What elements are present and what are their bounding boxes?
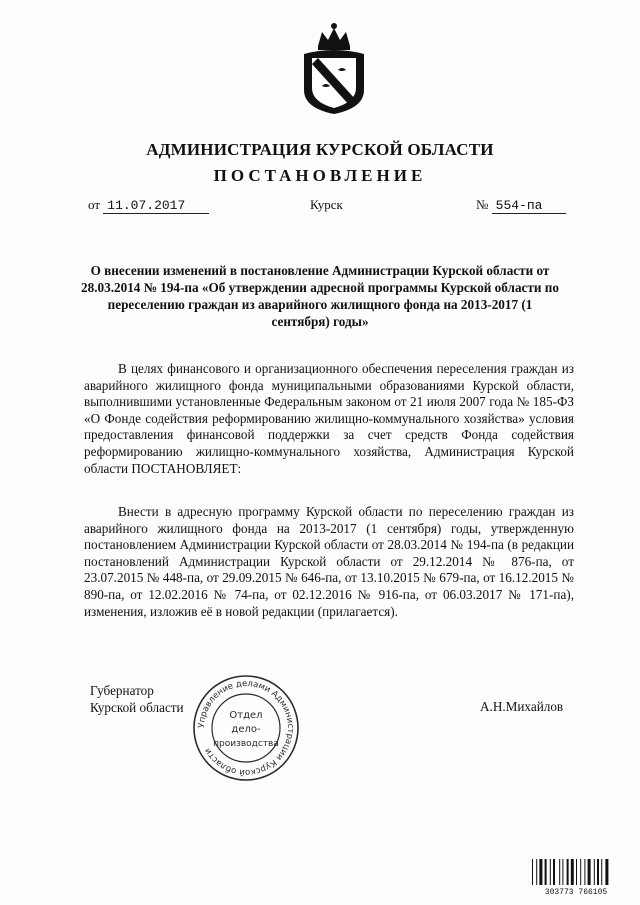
document-date [88,197,209,213]
number-value: 554-па [492,198,567,214]
document-subject: О внесении изменений в постановление Администрации Курской области от 28.03.2014 № 194-па «Об утверждении адресной программы Курской области по переселению граждан из аварийного жилищного фонда на 2013-2017 (1 сентября) годы» [81,263,559,329]
coat-of-arms-icon [298,20,370,116]
date-prefix: от [88,197,101,212]
stamp-ring-text: Управление делами Администрации Курской области [196,678,296,778]
document-city: Курск [310,197,343,212]
body-paragraph-decision: Внести в адресную программу Курской области по переселению граждан из аварийного жилищного фонда на 2013-2017 (1 сентября) годы, утвержденную постановлением Администрации Курской области от 28.03.2014 № 194-па (в редакции постановлений Администрации Курской области от 29.12.2014 № 876-па, от 23.07.2015 № 448-па, от 29.09.2015 № 646-па, от 13.10.2015 № 679-па, от 16.12.2015 № 890-па, от 12.02.2016 № 74-па, от 02.12.2016 № 916-па, от 06.03.2017 № 171-па), изменения, изложив её в новой редакции (прилагается). [84,504,574,619]
signatory-role [90,682,184,716]
barcode-digits: 303773 766105 [544,888,608,896]
organization-title: АДМИНИСТРАЦИЯ КУРСКОЙ ОБЛАСТИ [146,140,494,159]
barcode-icon [530,858,622,896]
stamp-center-line-1: Отдел [229,710,263,721]
stamp-center-line-2: дело- [231,724,261,735]
signatory-role-line-2: Курской области [90,700,184,715]
document-meta-row [88,197,588,217]
signatory-name: А.Н.Михайлов [480,699,564,714]
stamp-center-line-3: производства [213,739,279,749]
document-number [476,197,566,213]
signatory-role-line-1: Губернатор [90,683,154,698]
body-paragraph-preamble: В целях финансового и организационного обеспечения переселения граждан из аварийного жилищного фонда муниципальными образованиями Курской области, выполнившими установленные Федеральным законом от 21 июля 2007 года № 185-ФЗ «О Фонде содействия реформированию жилищно-коммунального хозяйства» условия предоставления финансовой поддержки за счет средств Фонда содействия реформированию жилищно-коммунального хозяйства, Администрация Курской области ПОСТАНОВЛЯЕТ: [84,361,574,476]
office-stamp [190,672,302,784]
date-value: 11.07.2017 [103,198,209,214]
document-type-title: ПОСТАНОВЛЕНИЕ [213,166,427,185]
number-prefix: № [476,197,489,212]
